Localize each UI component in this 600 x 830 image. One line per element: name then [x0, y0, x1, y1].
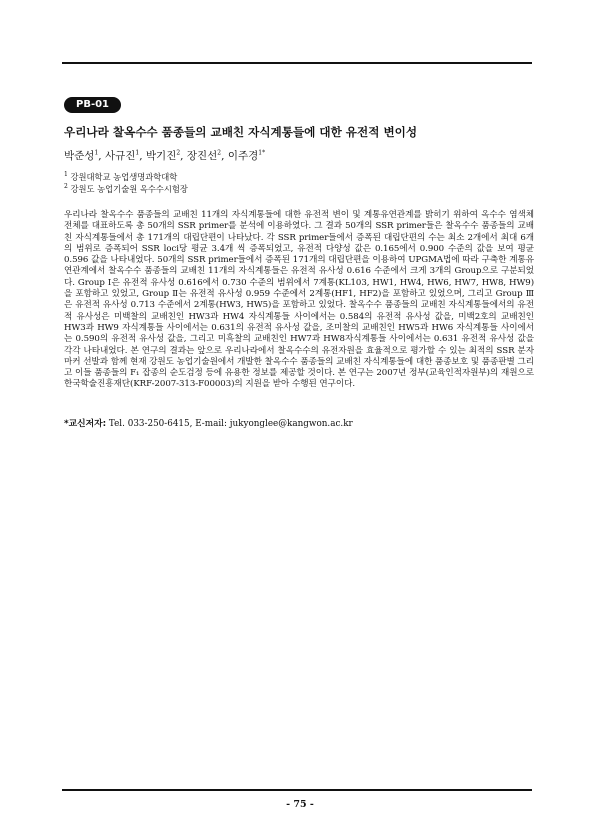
- affiliation-text: 강원대학교 농업생명과학대학: [70, 172, 178, 182]
- author-name: 장진선: [186, 150, 218, 162]
- top-rule: [62, 62, 532, 64]
- affiliation: [64, 184, 188, 195]
- author-list: 박준성$^1$, 사규진$^1$, 박기진$^2$, 장진선$^2$, 이주경$^{1*}$: [64, 149, 266, 162]
- author-affil-mark: 1: [135, 149, 140, 157]
- session-badge: PB-01: [64, 97, 121, 113]
- contact-label: *교신저자:: [64, 419, 107, 429]
- affiliation: [64, 172, 177, 183]
- corresponding-author: [64, 416, 353, 429]
- paper-title: 우리나라 찰옥수수 품종들의 교배친 자식계통들에 대한 유전적 변이성: [64, 125, 418, 139]
- author-name: 사규진: [104, 150, 136, 162]
- author-affil-mark: 1*: [258, 149, 266, 157]
- author-affil-mark: 2: [217, 149, 222, 157]
- abstract-body: 우리나라 찰옥수수 품종들의 교배친 11개의 자식계통들에 대한 유전적 변이 및 계통유연관계를 밝히기 위하여 옥수수 염색체 전체를 대표하도록 총 50개의 SSR primer를 분석에 이용하였다. 그 결과 50개의 SSR primer들은 찰옥수수 품종들의 교배친 자식계통들에서 총 171개의 대립단편이 나타났다. 각 SSR primer들에서 증폭된 대립단편의 수는 최소 2개에서 최대 6개의 범위로 증폭되어 SSR loci당 평균 3.4개 씩 증폭되었고, 유전적 다양성 값은 0.165에서 0.900 수준의 값을 보여 평균 0.596 값을 나타내었다. 50개의 SSR primer들에서 증폭된 171개의 대립단편을 이용하여 UPGMA법에 따라 구축한 계통유연관계에서 찰옥수수 품종들의 교배친 11개의 자식계통들은 유전적 유사성 0.616 수준에서 크게 3개의 Group으로 구분되었다. Group Ⅰ은 유전적 유사성 0.616에서 0.730 수준의 범위에서 7계통(KL103, HW1, HW4, HW6, HW7, HW8, HW9)을 포함하고 있었고, Group Ⅱ는 유전적 유사성 0.959 수준에서 2계통(HF1, HF2)을 포함하고 있었으며, 그리고 Group Ⅲ은 유전적 유사성 0.713 수준에서 2계통(HW3, HW5)을 포함하고 있었다. 찰옥수수 품종들의 교배친 자식계통들에서의 유전적 유사성은 미백찰의 교배친인 HW3과 HW4 자식계통들 사이에서는 0.584의 유전적 유사성 값을, 미백2호의 교배친인 HW3과 HW9 자식계통들 사이에서는 0.631의 유전적 유사성 값을, 조미찰의 교배친인 HW5과 HW6 자식계통들 사이에서는 0.590의 유전적 유사성 값을, 그리고 미흑찰의 교배친인 HW7과 HW8자식계통들 사이에서는 0.631 유전적 유사성 값을 각각 나타내었다. 본 연구의 결과는 앞으로 우리나라에서 찰옥수수의 유전자원을 효율적으로 평가할 수 있는 최적의 SSR 분자마커 선발과 함께 현재 강원도 농업기술원에서 개발한 찰옥수수 품종들의 교배친 자식계통들에 대한 품종보호 및 품종판별 그리고 이들 품종들의 F₁ 잡종의 순도검정 등에 유용한 정보를 제공할 것이다. 본 연구는 2007년 정부(교육인적자원부)의 재원으로 한국학술진흥재단(KRF-2007-313-F00003)의 지원을 받아 수행된 연구이다.: [64, 210, 534, 390]
- affiliation-text: 강원도 농업기술원 옥수수시험장: [70, 184, 188, 194]
- author-name: 이주경: [227, 150, 259, 162]
- affiliation-mark: 1: [64, 171, 68, 179]
- bottom-rule: [62, 789, 532, 791]
- contact-details: Tel. 033-250-6415, E-mail: jukyonglee@kangwon.ac.kr: [106, 419, 353, 429]
- author-affil-mark: 2: [176, 149, 181, 157]
- author-name: 박준성: [64, 150, 95, 162]
- author-affil-mark: 1: [94, 149, 99, 157]
- affiliation-mark: 2: [64, 183, 68, 191]
- page-number: - 75 -: [286, 799, 314, 810]
- author-name: 박기진: [145, 150, 177, 162]
